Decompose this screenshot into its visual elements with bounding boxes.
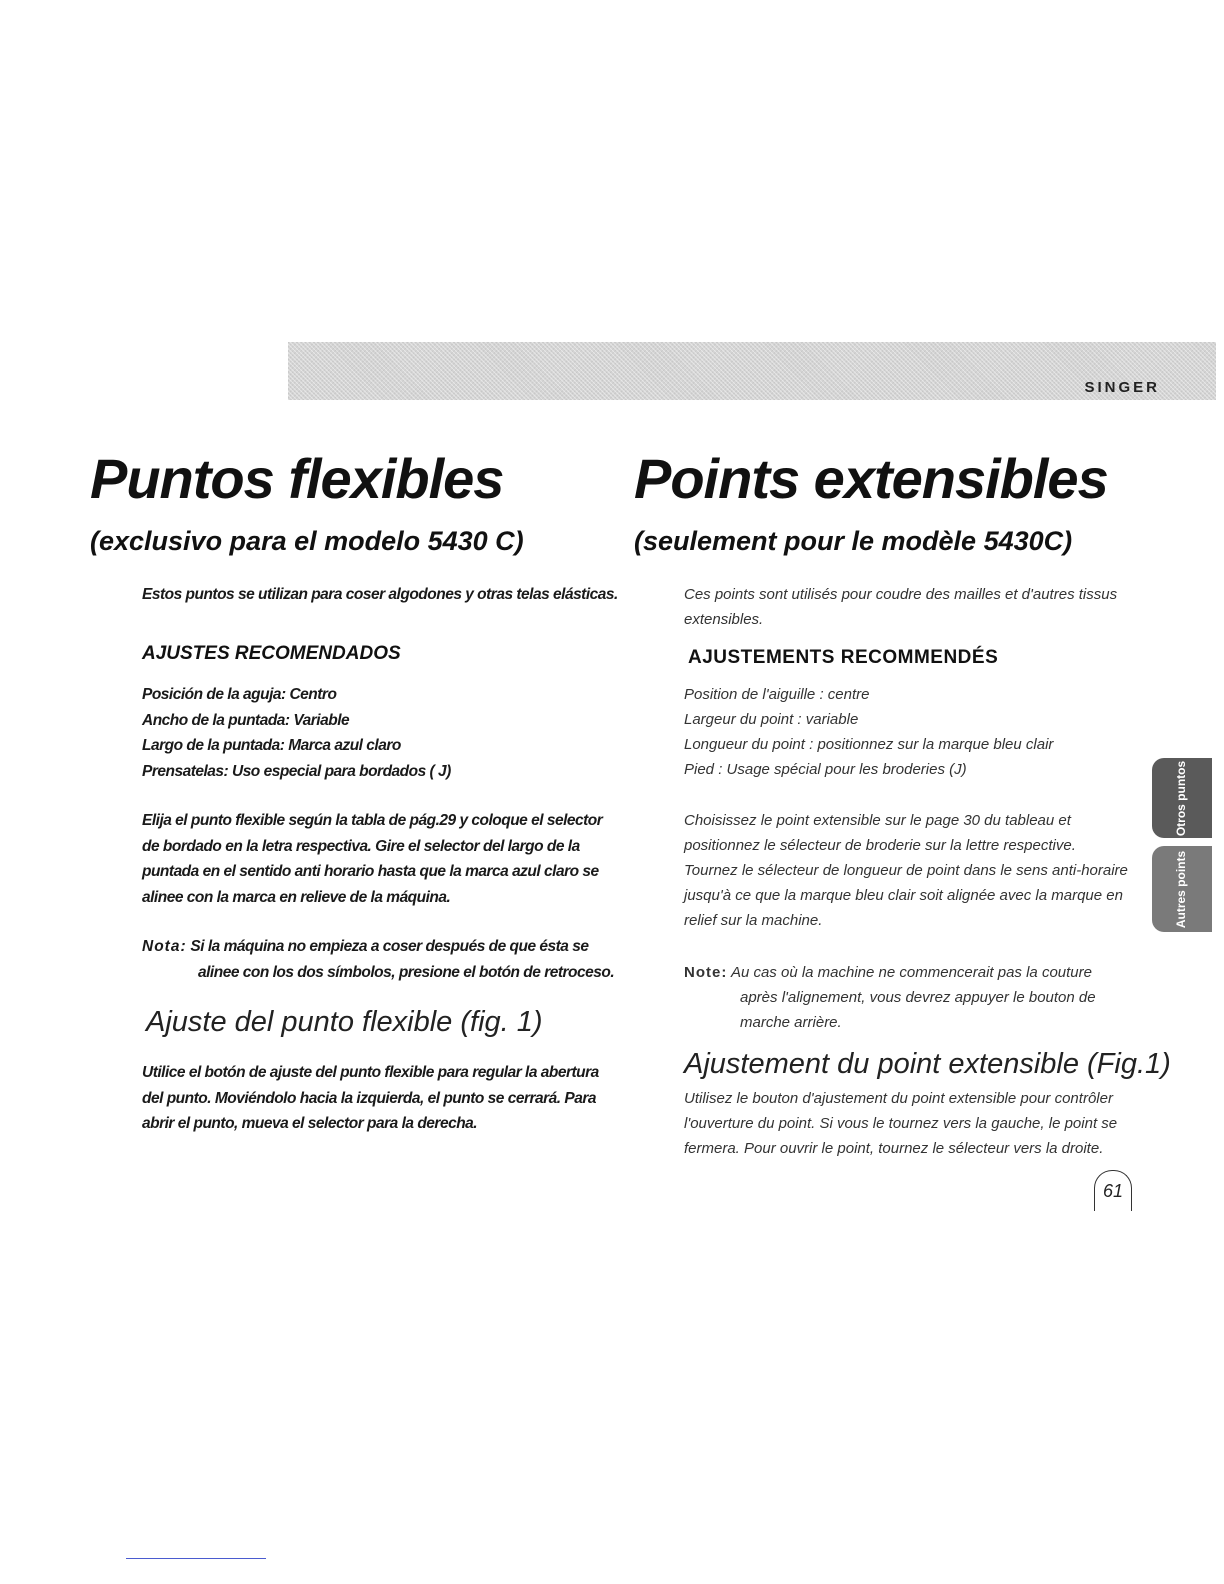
setting-stitch-width-fr: Largeur du point : variable bbox=[684, 711, 859, 728]
setting-stitch-width-es: Ancho de la puntada: Variable bbox=[142, 711, 350, 729]
adjust-line: Utilisez le bouton d'ajustement du point extensible pour contrôler bbox=[684, 1090, 1113, 1107]
instructions-line: Elija el punto flexible según la tabla de pág.29 y coloque el selector bbox=[142, 812, 603, 829]
bottom-rule bbox=[126, 1558, 266, 1559]
adjust-heading-fr: Ajustement du point extensible (Fig.1) bbox=[684, 1048, 1171, 1080]
subtitle-es: (exclusivo para el modelo 5430 C) bbox=[90, 526, 524, 556]
setting-presser-foot-es: Prensatelas: Uso especial para bordados ( J) bbox=[142, 762, 451, 780]
note-es bbox=[142, 934, 614, 985]
settings-heading-fr: AJUSTEMENTS RECOMMENDÉS bbox=[688, 647, 999, 668]
note-line: alinee con los dos símbolos, presione el botón de retroceso. bbox=[198, 963, 615, 981]
setting-needle-position-fr: Position de l'aiguille : centre bbox=[684, 686, 870, 703]
adjust-line: Utilice el botón de ajuste del punto flexible para regular la abertura bbox=[142, 1064, 599, 1081]
note-line: Si la máquina no empieza a coser después de que ésta se bbox=[190, 938, 589, 955]
instructions-fr bbox=[684, 808, 1128, 933]
subtitle-fr: (seulement pour le modèle 5430C) bbox=[634, 526, 1073, 556]
page-title-es: Puntos flexibles bbox=[90, 447, 504, 510]
adjust-line: abrir el punto, mueva el selector para la derecha. bbox=[142, 1115, 478, 1132]
intro-line: Ces points sont utilisés pour coudre des mailles et d'autres tissus bbox=[684, 586, 1118, 603]
setting-stitch-length-es: Largo de la puntada: Marca azul claro bbox=[142, 737, 401, 754]
side-tab-label: Autres points bbox=[1174, 850, 1189, 928]
adjust-text-es bbox=[142, 1060, 599, 1137]
side-tab-otros-puntos bbox=[1152, 758, 1212, 838]
instructions-line: de bordado en la letra respectiva. Gire el selector del largo de la bbox=[142, 837, 580, 855]
header-band bbox=[288, 342, 1216, 400]
intro-line: extensibles. bbox=[684, 611, 764, 628]
note-fr bbox=[684, 960, 1096, 1035]
note-label-fr: Note: bbox=[684, 964, 728, 981]
settings-heading-es: AJUSTES RECOMENDADOS bbox=[142, 643, 401, 664]
instructions-es bbox=[142, 808, 602, 910]
page-number: 61 bbox=[1094, 1170, 1132, 1211]
page-title-fr: Points extensibles bbox=[634, 447, 1108, 510]
instructions-line: relief sur la machine. bbox=[684, 912, 823, 929]
adjust-heading-es: Ajuste del punto flexible (fig. 1) bbox=[146, 1006, 543, 1038]
adjust-text-fr bbox=[684, 1086, 1117, 1161]
instructions-line: Tournez le sélecteur de longueur de point dans le sens anti-horaire bbox=[684, 862, 1128, 879]
note-line: marche arrière. bbox=[740, 1014, 842, 1031]
settings-list-fr bbox=[684, 682, 1053, 782]
side-tab-autres-points bbox=[1152, 846, 1212, 932]
settings-list-es bbox=[142, 682, 451, 784]
instructions-line: puntada en el sentido anti horario hasta que la marca azul claro se bbox=[142, 863, 599, 880]
instructions-line: jusqu'à ce que la marque bleu clair soit alignée avec la marque en bbox=[684, 887, 1123, 904]
setting-stitch-length-fr: Longueur du point : positionnez sur la marque bleu clair bbox=[684, 736, 1054, 753]
note-label-es: Nota: bbox=[142, 938, 187, 955]
note-line: Au cas où la machine ne commencerait pas la couture bbox=[730, 964, 1092, 981]
setting-presser-foot-fr: Pied : Usage spécial pour les broderies (J) bbox=[684, 761, 967, 778]
side-tab-label: Otros puntos bbox=[1174, 760, 1189, 836]
adjust-line: del punto. Moviéndolo hacia la izquierda, el punto se cerrará. Para bbox=[142, 1089, 597, 1107]
adjust-line: l'ouverture du point. Si vous le tournez vers la gauche, le point se bbox=[684, 1115, 1118, 1132]
intro-fr bbox=[684, 582, 1117, 632]
setting-needle-position-es: Posición de la aguja: Centro bbox=[142, 686, 337, 703]
instructions-line: alinee con la marca en relieve de la máquina. bbox=[142, 888, 451, 906]
note-line: après l'alignement, vous devrez appuyer le bouton de bbox=[740, 989, 1096, 1006]
instructions-line: positionnez le sélecteur de broderie sur la lettre respective. bbox=[684, 837, 1076, 854]
instructions-line: Choisissez le point extensible sur le page 30 du tableau et bbox=[684, 812, 1071, 829]
intro-es: Estos puntos se utilizan para coser algodones y otras telas elásticas. bbox=[142, 586, 618, 603]
adjust-line: fermera. Pour ouvrir le point, tournez le sélecteur vers la droite. bbox=[684, 1140, 1104, 1157]
brand-logo: SINGER bbox=[1084, 379, 1160, 396]
